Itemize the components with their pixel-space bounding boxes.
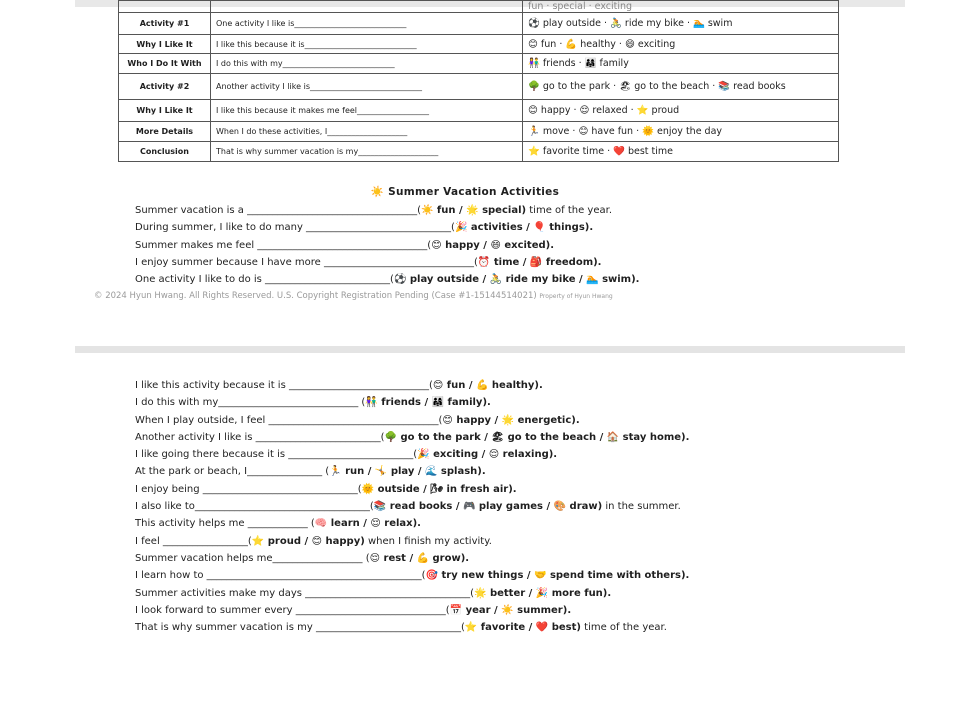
copyright-owner: Property of Hyun Hwang	[539, 293, 613, 300]
sentence-choices: 🧠 learn / 😌 relax).	[314, 518, 421, 530]
sentence-item	[135, 550, 825, 567]
row-hints: ⭐ favorite time · ❤️ best time	[523, 142, 839, 162]
sentence-item	[135, 202, 855, 219]
sentence-stem: At the park or beach, I_______________ (	[135, 466, 330, 478]
sentence-item	[135, 394, 825, 411]
row-label: Activity #1	[119, 13, 211, 35]
sentence-stem: This activity helps me ____________ (	[135, 518, 315, 530]
row-label: Why I Like It	[119, 35, 211, 54]
sentence-stem: I do this with my____________________________ (	[135, 397, 366, 409]
table-row	[119, 74, 839, 100]
row-prompt: Another activity I like is____________________________	[211, 74, 523, 100]
table-row	[119, 142, 839, 162]
sentence-item	[135, 533, 825, 550]
sentence-choices: 🎯 try new things / 🤝 spend time with others).	[425, 570, 690, 582]
sentence-choices: ⭐ proud / 😊 happy)	[251, 535, 365, 547]
sentence-stem: I also like to___________________________________(	[135, 501, 374, 513]
row-hints: ⚽ play outside · 🚴 ride my bike · 🏊 swim	[523, 13, 839, 35]
sentence-stem: When I play outside, I feel __________________________________(	[135, 414, 443, 426]
row-hints: 😊 fun · 💪 healthy · 😄 exciting	[523, 35, 839, 54]
sentence-stem: That is why summer vacation is my _____________________________(	[135, 622, 465, 634]
row-prompt: I do this with my____________________________	[211, 54, 523, 74]
row-label	[119, 1, 211, 13]
sentence-list-part2	[135, 377, 825, 636]
sentence-item	[135, 463, 825, 480]
sentence-choices: 🌟 better / 🎉 more fun).	[474, 587, 612, 599]
sentence-item	[135, 377, 825, 394]
sentence-list-part1	[135, 202, 855, 288]
sentence-choices: 🏃 run / 🤸 play / 🌊 splash).	[329, 466, 486, 478]
row-prompt: That is why summer vacation is my____________________	[211, 142, 523, 162]
sentence-choices: ⭐ favorite / ❤️ best)	[464, 622, 581, 634]
row-label: More Details	[119, 122, 211, 142]
row-hints: fun · special · exciting	[523, 1, 839, 13]
sentence-stem: I enjoy being _______________________________(	[135, 483, 362, 495]
row-label: Activity #2	[119, 74, 211, 100]
sentence-item	[135, 219, 855, 236]
sentence-stem: Summer vacation is a __________________________________(	[135, 205, 421, 216]
row-prompt: I like this because it is____________________________	[211, 35, 523, 54]
sentence-item	[135, 446, 825, 463]
row-hints: 👫 friends · 👨‍👩‍👧 family	[523, 54, 839, 74]
sentence-choices: ☀️ fun / 🌟 special)	[421, 205, 527, 216]
sentence-stem: I look forward to summer every ______________________________(	[135, 604, 450, 616]
sentence-item	[135, 412, 825, 429]
row-hints: 🏃 move · 😊 have fun · 🌞 enjoy the day	[523, 122, 839, 142]
row-prompt	[211, 1, 523, 13]
sentence-ending: in the summer.	[602, 501, 681, 513]
table-row	[119, 1, 839, 13]
table-row	[119, 54, 839, 74]
sentence-stem: I like this activity because it is ____________________________(	[135, 380, 433, 391]
row-prompt: When I do these activities, I____________________	[211, 122, 523, 142]
row-prompt: One activity I like is____________________________	[211, 13, 523, 35]
sentence-choices: 😊 fun / 💪 healthy).	[432, 380, 543, 391]
sentence-choices: 🌞 outside / 🌬 in fresh air).	[361, 483, 517, 495]
sentence-stem: Summer makes me feel __________________________________(	[135, 239, 432, 251]
sentence-choices: 👫 friends / 👨‍👩‍👧 family).	[365, 397, 491, 409]
sentence-stem: I like going there because it is _________________________(	[135, 449, 418, 461]
sentence-stem: One activity I like to do is _________________________(	[135, 274, 394, 286]
table-row	[119, 13, 839, 35]
sentence-choices: ⚽ play outside / 🚴 ride my bike / 🏊 swim).	[393, 274, 640, 286]
sentence-ending: when I finish my activity.	[364, 535, 492, 547]
sentence-ending: time of the year.	[526, 205, 613, 216]
sentence-stem: During summer, I like to do many _____________________________(	[135, 222, 455, 234]
sentence-choices: ⏰ time / 🎒 freedom).	[477, 256, 602, 268]
row-label: Who I Do It With	[119, 54, 211, 74]
sentence-item	[135, 585, 825, 602]
sentence-choices: 😊 happy / 😄 excited).	[431, 239, 555, 251]
row-hints: 🌳 go to the park · 🏖 go to the beach · 📚 read books	[523, 74, 839, 100]
sentence-stem: I learn how to ___________________________________________(	[135, 570, 426, 582]
sentence-item	[135, 619, 825, 636]
sentence-item	[135, 602, 825, 619]
sentence-item	[135, 429, 825, 446]
row-prompt: I like this because it makes me feel__________________	[211, 100, 523, 122]
row-label: Why I Like It	[119, 100, 211, 122]
sentence-item	[135, 271, 855, 288]
sentence-choices: 😊 happy / 🌟 energetic).	[442, 414, 580, 426]
table-row	[119, 100, 839, 122]
sentence-stem: I enjoy summer because I have more ______________________________(	[135, 256, 478, 268]
section-title: ☀️ Summer Vacation Activities	[370, 186, 560, 198]
sentence-stem: Another activity I like is _________________________(	[135, 431, 385, 443]
writing-organizer-table	[118, 0, 839, 162]
sentence-choices: 🎉 exciting / 😌 relaxing).	[417, 449, 558, 461]
sentence-item	[135, 237, 855, 254]
sentence-item	[135, 515, 825, 532]
sentence-choices: 📅 year / ☀️ summer).	[449, 604, 572, 616]
sentence-choices: 📚 read books / 🎮 play games / 🎨 draw)	[373, 501, 603, 513]
sentence-stem: I feel _________________(	[135, 535, 252, 547]
table-row	[119, 35, 839, 54]
sentence-item	[135, 481, 825, 498]
copyright-text: © 2024 Hyun Hwang. All Rights Reserved. U.S. Copyright Registration Pending (Case #1-15144514021)	[94, 291, 537, 301]
sentence-choices: 😌 rest / 💪 grow).	[369, 552, 470, 564]
sentence-ending: time of the year.	[580, 622, 667, 634]
sentence-item	[135, 254, 855, 271]
sentence-choices: 🎉 activities / 🎈 things).	[454, 222, 594, 234]
table-row	[119, 122, 839, 142]
sentence-stem: Summer vacation helps me__________________ (	[135, 552, 370, 564]
row-hints: 😊 happy · 😌 relaxed · ⭐ proud	[523, 100, 839, 122]
sentence-item	[135, 567, 825, 584]
sentence-stem: Summer activities make my days _________________________________(	[135, 587, 475, 599]
sentence-item	[135, 498, 825, 515]
page-divider	[75, 346, 905, 353]
sentence-choices: 🌳 go to the park / 🏖 go to the beach / 🏠 stay home).	[384, 431, 690, 443]
copyright-notice	[94, 291, 613, 301]
row-label: Conclusion	[119, 142, 211, 162]
